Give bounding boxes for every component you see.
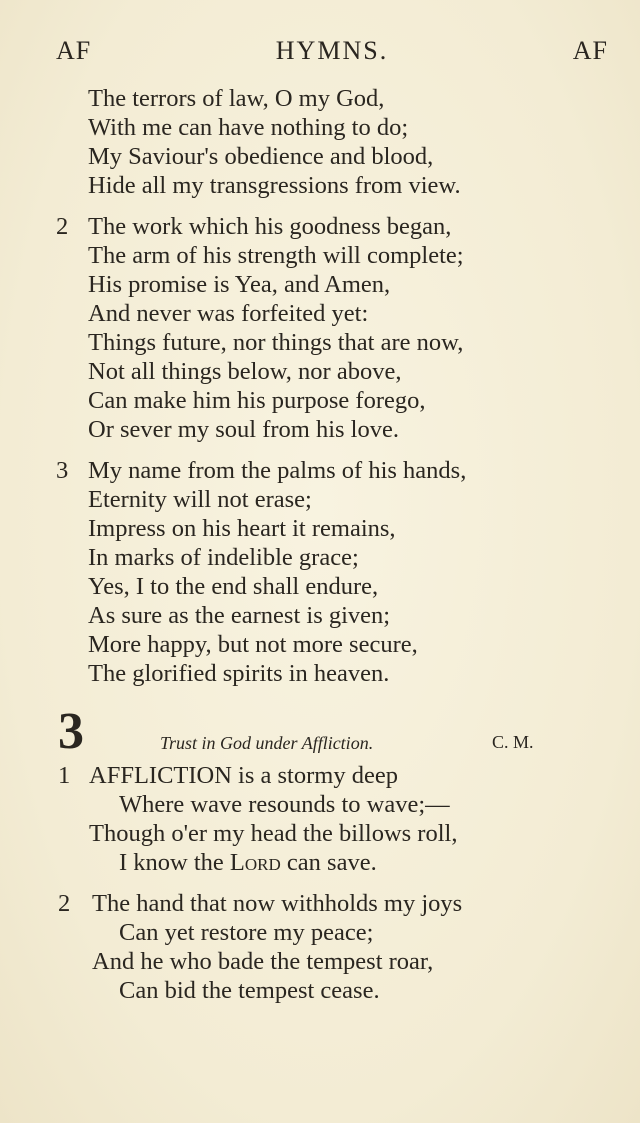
verse-line: The hand that now withholds my joys bbox=[92, 890, 463, 917]
hymn-title: Trust in God under Affliction. bbox=[160, 733, 374, 753]
verse-line: As sure as the earnest is given; bbox=[88, 602, 391, 629]
stanza-number: 2 bbox=[56, 213, 69, 240]
verse-line: With me can have nothing to do; bbox=[88, 114, 409, 141]
verse-line bbox=[119, 848, 377, 877]
verse-line: Can yet restore my peace; bbox=[119, 919, 374, 946]
verse-line: Impress on his heart it remains, bbox=[88, 515, 396, 542]
verse-line: AFFLICTION is a stormy deep bbox=[89, 762, 398, 789]
verse-line: Hide all my transgressions from view. bbox=[88, 172, 461, 199]
verse-line: Not all things below, nor above, bbox=[88, 358, 402, 385]
verse-line: His promise is Yea, and Amen, bbox=[88, 271, 391, 298]
verse-line: More happy, but not more secure, bbox=[88, 631, 418, 658]
verse-line: The arm of his strength will complete; bbox=[88, 242, 464, 269]
verse-line: Can bid the tempest cease. bbox=[119, 977, 380, 1004]
verse-text: can save. bbox=[280, 849, 377, 876]
verse-line: In marks of indelible grace; bbox=[88, 544, 359, 571]
running-header bbox=[56, 36, 608, 72]
verse-line: And he who bade the tempest roar, bbox=[92, 948, 434, 975]
verse-line: Can make him his purpose forego, bbox=[88, 387, 426, 414]
stanza-number: 2 bbox=[58, 890, 71, 917]
stanza-number: 3 bbox=[56, 457, 69, 484]
verse-text: I know the bbox=[119, 849, 230, 876]
verse-line: Eternity will not erase; bbox=[88, 486, 312, 513]
hymn-meter: C. M. bbox=[492, 732, 534, 752]
verse-line: Things future, nor things that are now, bbox=[88, 329, 464, 356]
hymn-number: 3 bbox=[58, 703, 84, 760]
verse-line: Though o'er my head the billows roll, bbox=[89, 820, 458, 847]
verse-line: The glorified spirits in heaven. bbox=[88, 660, 390, 687]
verse-line: And never was forfeited yet: bbox=[88, 300, 369, 327]
verse-line: The work which his goodness began, bbox=[88, 213, 452, 240]
verse-line: My name from the palms of his hands, bbox=[88, 457, 467, 484]
header-right-catchword: AF bbox=[572, 36, 608, 65]
header-left-catchword: AF bbox=[56, 36, 92, 65]
verse-line: My Saviour's obedience and blood, bbox=[88, 143, 434, 170]
verse-line: Yes, I to the end shall endure, bbox=[88, 573, 379, 600]
lord-small-caps: Lord bbox=[229, 849, 281, 876]
verse-line: Where wave resounds to wave;— bbox=[119, 791, 450, 818]
header-title: HYMNS. bbox=[275, 36, 389, 65]
verse-line: Or sever my soul from his love. bbox=[88, 416, 399, 443]
stanza-number: 1 bbox=[58, 762, 71, 789]
verse-line: The terrors of law, O my God, bbox=[88, 85, 385, 112]
